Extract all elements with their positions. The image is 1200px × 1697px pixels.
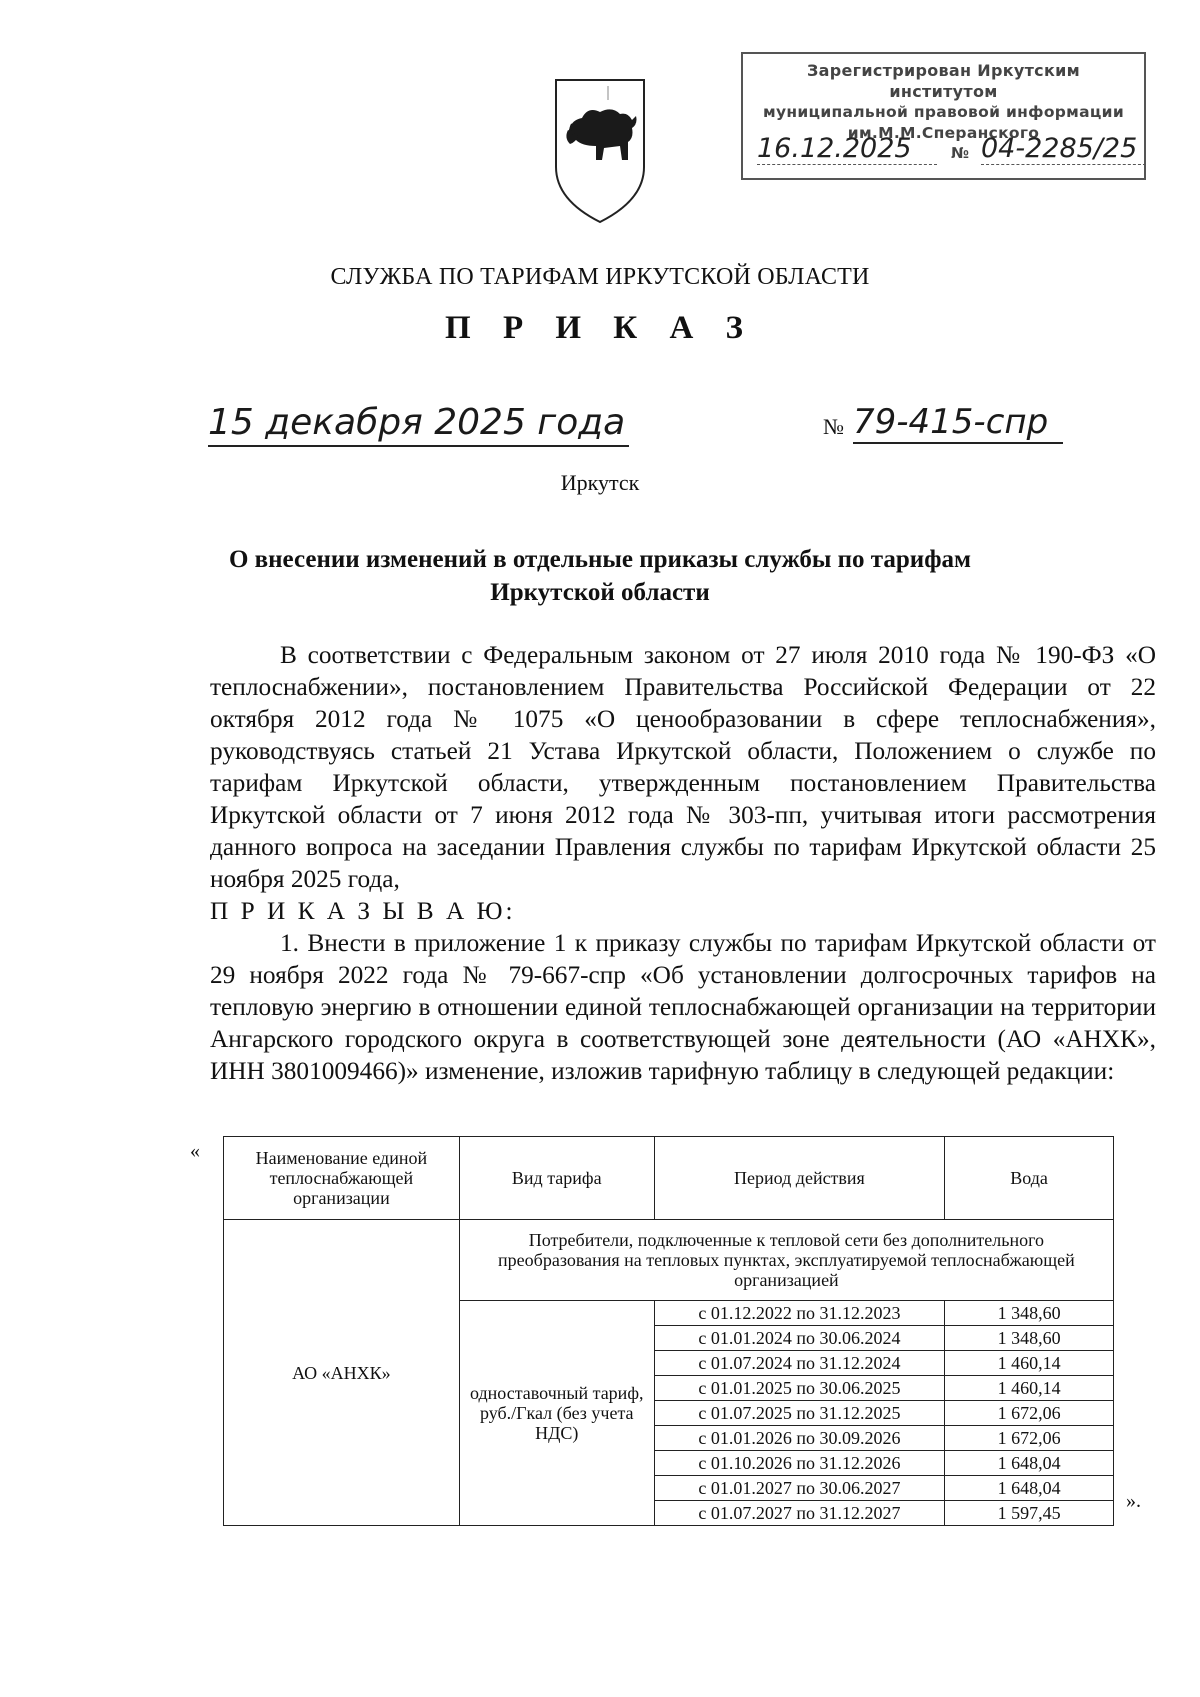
value-cell: 1 348,60	[945, 1301, 1114, 1326]
period-cell: с 01.12.2022 по 31.12.2023	[654, 1301, 944, 1326]
value-cell: 1 648,04	[945, 1476, 1114, 1501]
stamp-date: 16.12.2025	[757, 133, 937, 165]
period-cell: с 01.10.2026 по 31.12.2026	[654, 1451, 944, 1476]
period-cell: с 01.01.2026 по 30.09.2026	[654, 1426, 944, 1451]
table-header-row	[224, 1137, 1114, 1220]
period-cell: с 01.01.2027 по 30.06.2027	[654, 1476, 944, 1501]
stamp-number-label: №	[951, 144, 970, 162]
value-cell: 1 597,45	[945, 1501, 1114, 1526]
city: Иркутск	[560, 470, 640, 495]
coat-of-arms-emblem	[548, 72, 652, 230]
value-cell: 1 648,04	[945, 1451, 1114, 1476]
preamble-paragraph: В соответствии с Федеральным законом от 27 июля 2010 года № 190-ФЗ «О теплоснабжении», постановлением Правительства Российской Федерации от 22 октября 2012 года № 1075 «О ценообразовании в сфере теплоснабжения», руководствуясь статьей 21 Устава Иркутской области, Положением о службе по тарифам Иркутской области, утвержденным постановлением Правительства Иркутской области от 7 июня 2012 года № 303-пп, учитывая итоги рассмотрения данного вопроса на заседании Правления службы по тарифам Иркутской области 25 ноября 2025 года,	[210, 641, 1156, 893]
opening-quote: «	[190, 1140, 200, 1162]
period-cell: с 01.07.2025 по 31.12.2025	[654, 1401, 944, 1426]
handwritten-order-number: 79-415-спр	[853, 402, 1063, 444]
value-cell: 1 672,06	[945, 1426, 1114, 1451]
tariff-type-cell: одноставочный тариф, руб./Гкал (без учета НДС)	[459, 1301, 654, 1526]
period-cell: с 01.01.2024 по 30.06.2024	[654, 1326, 944, 1351]
period-cell: с 01.07.2024 по 31.12.2024	[654, 1351, 944, 1376]
value-cell: 1 672,06	[945, 1401, 1114, 1426]
stamp-line-3: им.М.М.Сперанского	[847, 124, 1040, 142]
organization-cell: АО «АНХК»	[224, 1220, 460, 1526]
header-organization: Наименование единой теплоснабжающей организации	[224, 1137, 460, 1220]
closing-quote: ».	[1126, 1490, 1141, 1512]
organization-name: СЛУЖБА ПО ТАРИФАМ ИРКУТСКОЙ ОБЛАСТИ	[330, 264, 870, 290]
header-water: Вода	[945, 1137, 1114, 1220]
period-cell: с 01.01.2025 по 30.06.2025	[654, 1376, 944, 1401]
table-group-row	[224, 1220, 1114, 1301]
value-cell: 1 348,60	[945, 1326, 1114, 1351]
header-period: Период действия	[654, 1137, 944, 1220]
consumer-group-cell: Потребители, подключенные к тепловой сети без дополнительного преобразования на тепловых пунктах, эксплуатируемой теплоснабжающей организацией	[459, 1220, 1113, 1301]
tariff-table	[223, 1136, 1114, 1526]
registration-stamp	[741, 52, 1146, 180]
value-cell: 1 460,14	[945, 1351, 1114, 1376]
order-number-label: №	[823, 414, 844, 439]
item-1-paragraph: 1. Внести в приложение 1 к приказу службы по тарифам Иркутской области от 29 ноября 2022 года № 79-667-спр «Об установлении долгосрочных тарифов на тепловую энергию в отношении единой теплоснабжающей организации на территории Ангарского городского округа в соответствующей зоне деятельности (АО «АНХК», ИНН 3801009466)» изменение, изложив тарифную таблицу в следующей редакции:	[210, 929, 1156, 1085]
stamp-line-1: Зарегистрирован Иркутским институтом	[807, 61, 1080, 101]
title-line-2: Иркутской области	[490, 579, 710, 606]
header-tariff-type: Вид тарифа	[459, 1137, 654, 1220]
title-line-1: О внесении изменений в отдельные приказы службы по тарифам	[228, 546, 972, 573]
document-body	[210, 639, 1156, 1087]
stamp-registration	[751, 133, 1136, 169]
period-cell: с 01.07.2027 по 31.12.2027	[654, 1501, 944, 1526]
value-cell: 1 460,14	[945, 1376, 1114, 1401]
handwritten-date: 15 декабря 2025 года	[208, 402, 629, 447]
order-word: П Р И К А З Ы В А Ю:	[210, 897, 516, 925]
document-type: П Р И К А З	[445, 310, 755, 346]
stamp-line-2: муниципальной правовой информации	[763, 103, 1124, 121]
document-title	[150, 543, 1050, 609]
stamp-number: 04-2285/25	[981, 133, 1146, 165]
